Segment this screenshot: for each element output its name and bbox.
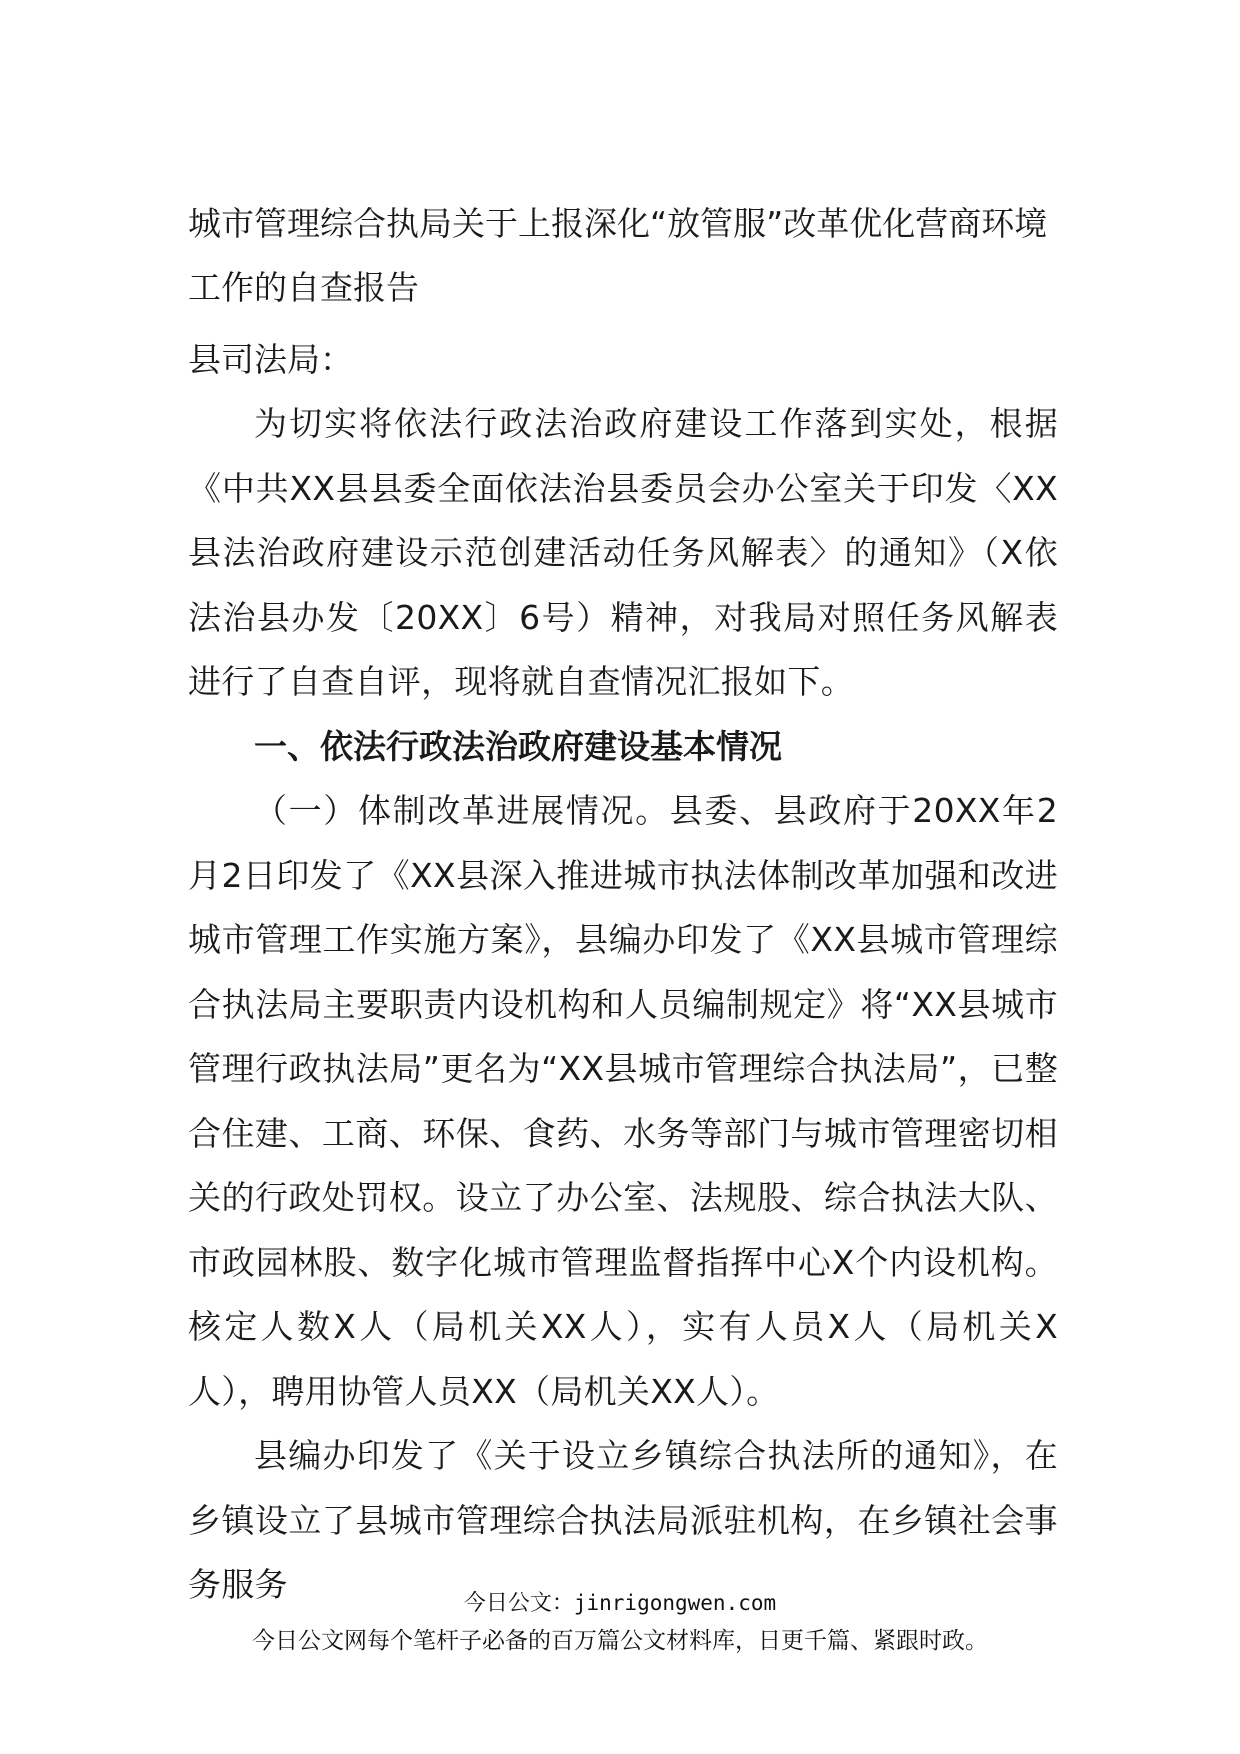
intro-paragraph: 为切实将依法行政法治政府建设工作落到实处，根据《中共XX县县委全面依法治县委员会办公室关于印发〈XX县法治政府建设示范创建活动任务风解表〉的通知》（X依法治县办发〔20XX〕6号）精神，对我局对照任务风解表进行了自查自评，现将就自查情况汇报如下。 [188,404,1058,701]
footer-site [0,1588,1240,1619]
section-paragraph-1: （一）体制改革进展情况。县委、县政府于20XX年2月2日印发了《XX县深入推进城市执法体制改革加强和改进城市管理工作实施方案》，县编办印发了《XX县城市管理综合执法局主要职责内设机构和人员编制规定》将“XX县城市管理行政执法局”更名为“XX县城市管理综合执法局”，已整合住建、工商、环保、食药、水务等部门与城市管理密切相关的行政处罚权。设立了办公室、法规股、综合执法大队、市政园林股、数字化城市管理监督指挥中心X个内设机构。核定人数X人（局机关XX人），实有人员X人（局机关X人），聘用协管人员XX（局机关XX人）。 [188,791,1058,1411]
addressee: 县司法局： [188,340,353,379]
document-title: 城市管理综合执局关于上报深化“放管服”改革优化营商环境工作的自查报告 [188,204,1048,307]
footer-slogan: 今日公文网每个笔杆子必备的百万篇公文材料库，日更千篇、紧跟时政。 [252,1628,988,1654]
footer-site-url[interactable]: jinrigongwen.com [573,1591,777,1615]
section-paragraph-2: 县编办印发了《关于设立乡镇综合执法所的通知》，在乡镇设立了县城市管理综合执法局派驻机构，在乡镇社会事务服务 [188,1436,1058,1604]
document-page [188,192,1058,1618]
footer-site-label: 今日公文： [463,1591,574,1616]
section-heading: 一、依法行政法治政府建设基本情况 [254,726,782,766]
